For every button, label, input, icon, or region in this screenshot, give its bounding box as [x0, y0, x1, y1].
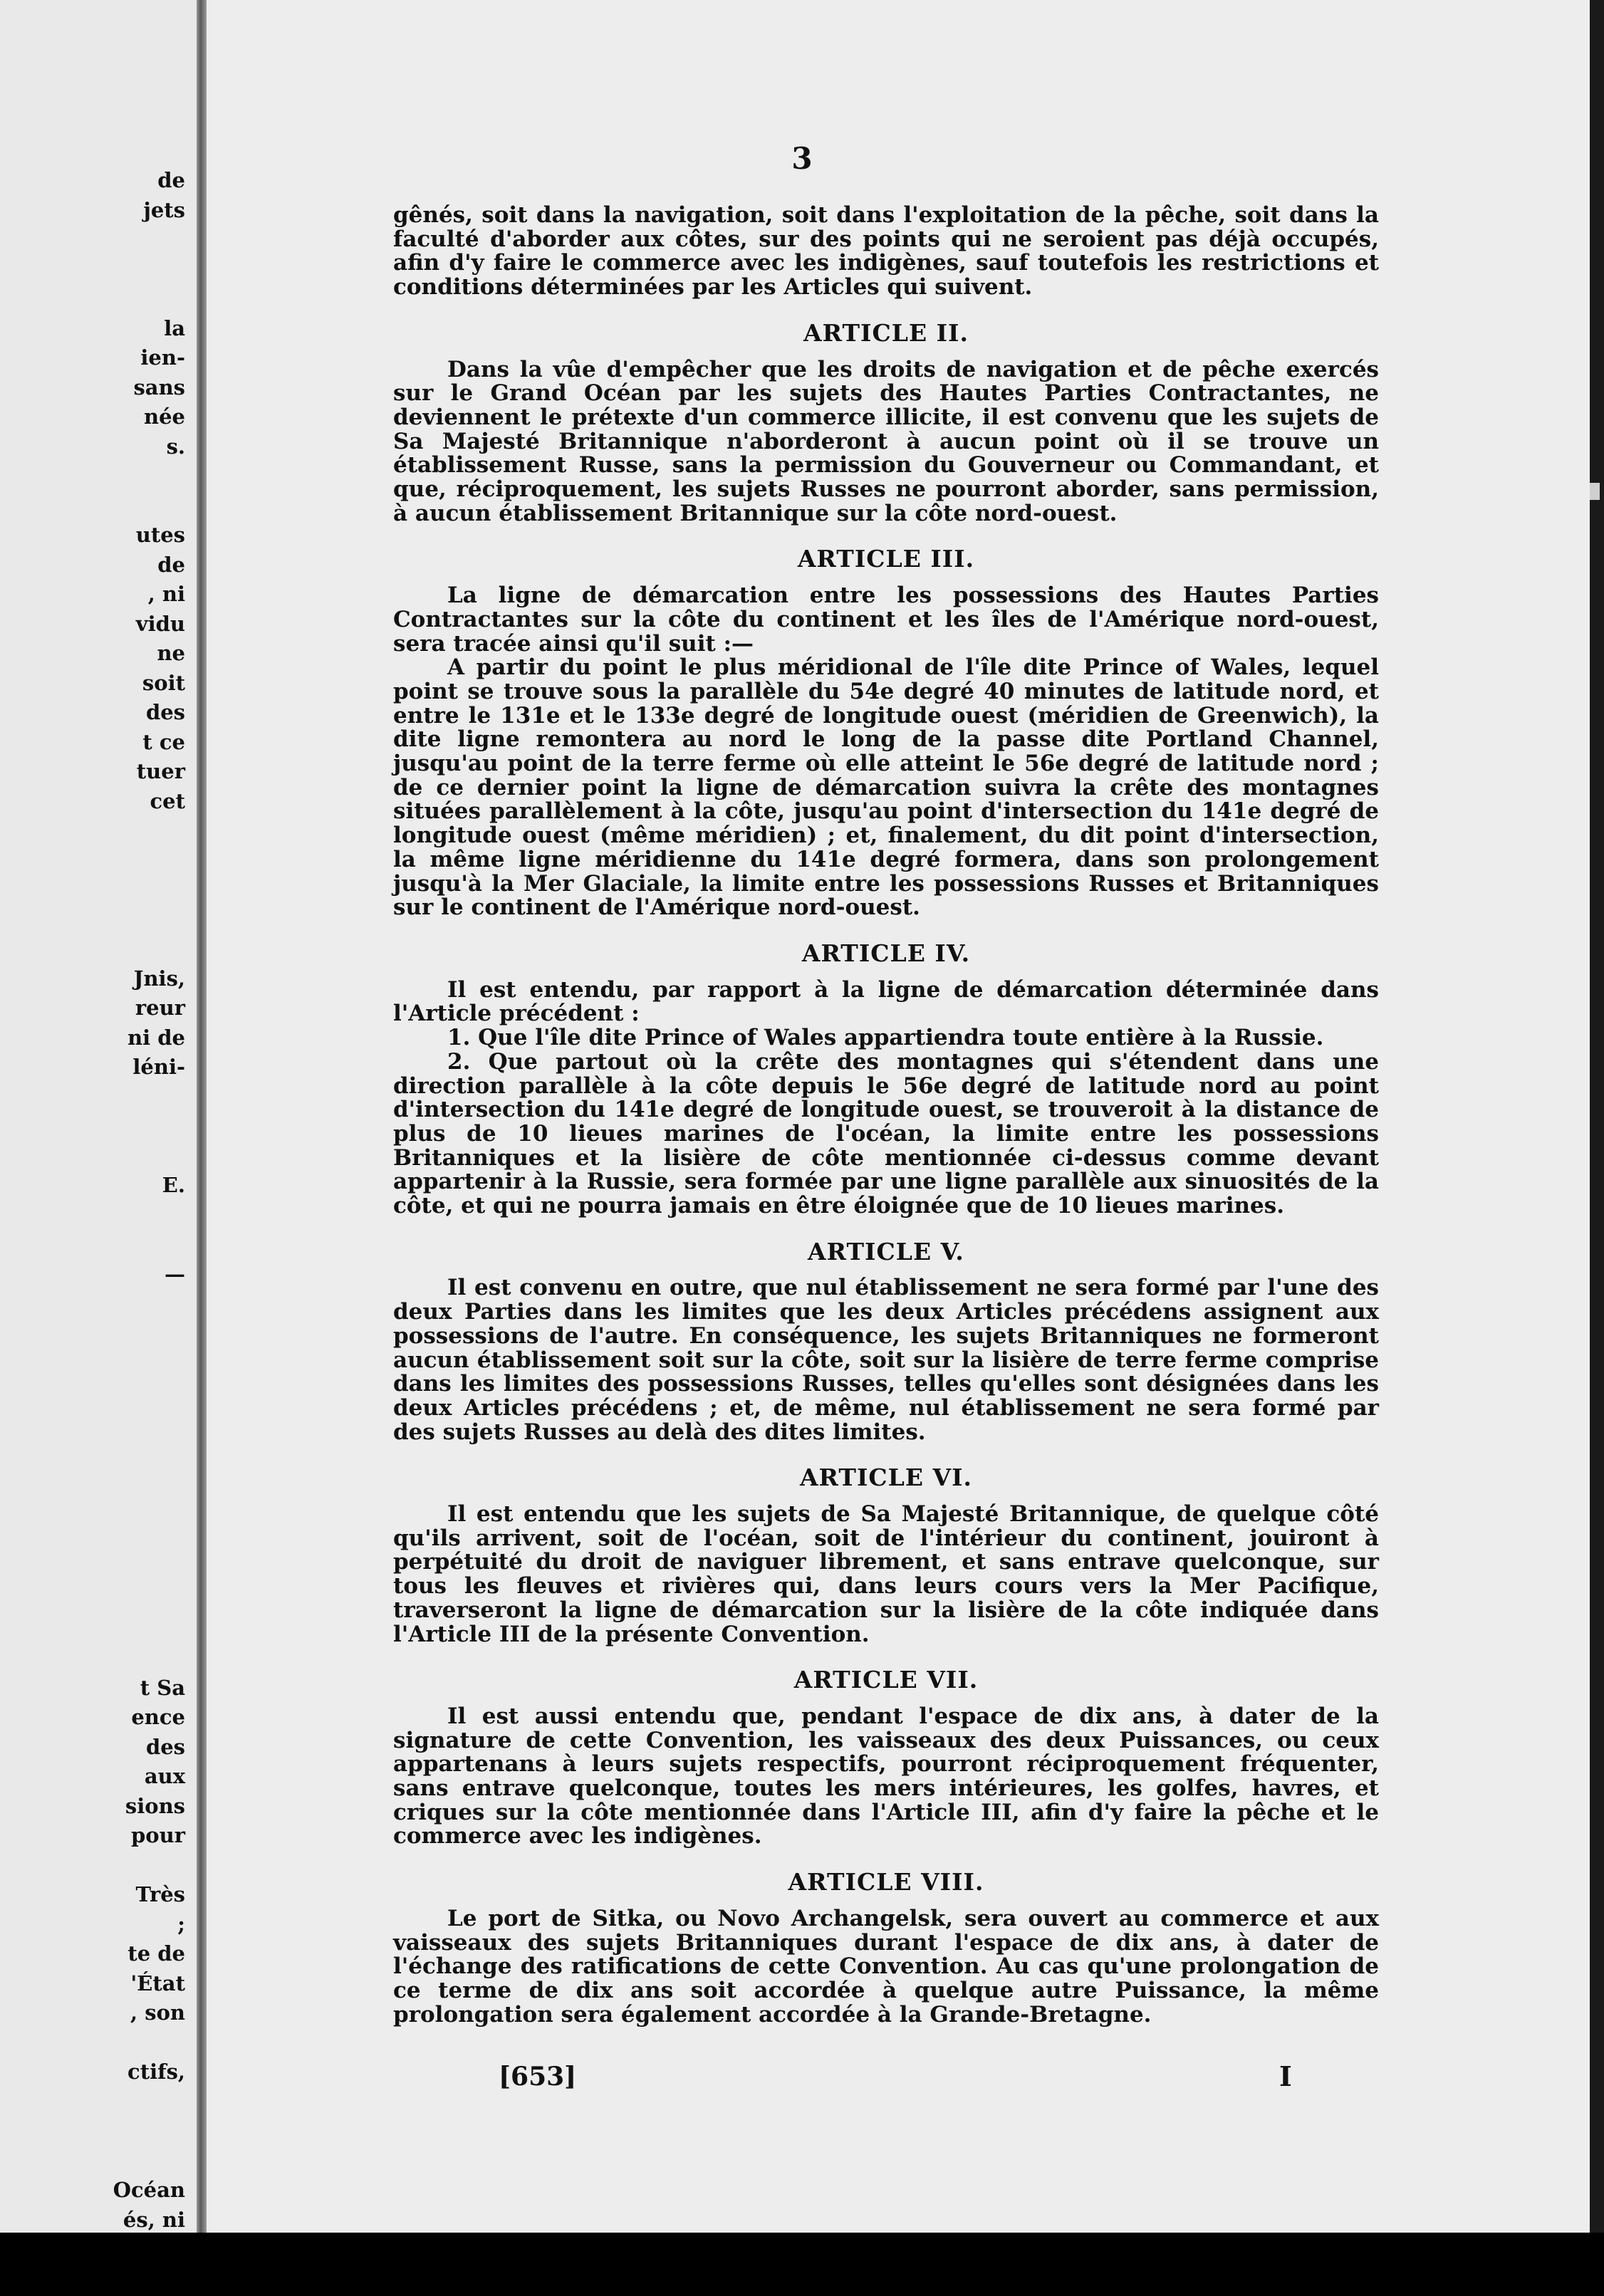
footer-letter: I: [1279, 2060, 1292, 2092]
left-page-fragment: sions: [125, 1793, 185, 1818]
left-page-fragment: aux: [144, 1764, 185, 1788]
left-page-fragment: ien-: [140, 345, 185, 370]
left-page-fragment: —: [165, 1261, 185, 1286]
article-heading: ARTICLE VII.: [793, 1666, 979, 1694]
paragraph: Il est entendu que les sujets de Sa Majesté Britannique, de quelque côté qu'ils arrivent, soit de l'océan, soit de l'intérieur du continent, jouiront à perpétuité du droit de naviguer librement, et sans entrave quelconque, sur tous les fleuves et rivières qui, dans leurs cours vers la Mer Pacifique, traverseront la ligne de démarcation sur la lisière de la côte indiquée dans l'Article III de la présente Convention.: [393, 1501, 1379, 1647]
left-page-fragment: ctifs,: [127, 2060, 185, 2084]
scan-mark: [1590, 483, 1600, 500]
left-page-fragment: 'État: [130, 1971, 185, 1995]
left-page-fragment: née: [144, 405, 185, 429]
left-page-fragment: soit: [142, 670, 185, 695]
paragraph: A partir du point le plus méridional de l'île dite Prince of Wales, lequel point se trouve sous la parallèle du 54e degré 40 minutes de latitude nord, et entre le 131e et le 133e degré de longitude ouest (méridien de Greenwich), la dite ligne remontera au nord le long de la passe dite Portland Channel, jusqu'au point de la terre ferme où elle atteint le 56e degré de latitude nord ; de ce dernier point la ligne de démarcation suivra la crête des montagnes situées parallèlement à la côte, jusqu'au point d'intersection du 141e degré de longitude ouest (même méridien) ; et, finalement, du dit point d'intersection, la même ligne méridienne du 141e degré formera, dans son prolongement jusqu'à la Mer Glaciale, la limite entre les possessions Russes et Britanniques sur le continent de l'Amérique nord-ouest.: [393, 654, 1379, 921]
book-gutter: [197, 0, 207, 2296]
left-page-edge: [0, 0, 197, 2296]
left-page-fragment: és, ni: [123, 2207, 185, 2232]
left-page-fragment: E.: [162, 1173, 185, 1197]
left-page-fragment: te de: [127, 1941, 185, 1966]
document-body: [393, 204, 1379, 2027]
left-page-fragment: Très: [135, 1882, 185, 1906]
scan-bottom-border: [0, 2233, 1604, 2296]
paragraph: Il est entendu, par rapport à la ligne de démarcation déterminée dans l'Article précédent :: [393, 976, 1379, 1027]
page-number: 3: [791, 141, 813, 176]
paragraph: Le port de Sitka, ou Novo Archangelsk, sera ouvert au commerce et aux vaisseaux des sujets Britanniques durant l'espace de dix ans, à dater de l'échange des ratifications de cette Convention. Au cas qu'une prolongation de ce terme de dix ans soit accordée à quelque autre Puissance, la même prolongation sera également accordée à la Grande-Bretagne.: [393, 1905, 1379, 2028]
article-heading: ARTICLE V.: [808, 1237, 964, 1266]
left-page-fragment: ;: [177, 1911, 185, 1936]
left-page-fragment: ence: [131, 1705, 185, 1729]
paragraph: 2. Que partout où la crête des montagnes qui s'étendent dans une direction parallèle à la côte depuis le 56e degré de latitude nord au point d'intersection du 141e degré de longitude ouest, se trouveroit à la distance de plus de 10 lieues marines de l'océan, la limite entre les possessions Britanniques et la lisière de côte mentionnée ci-dessus comme devant appartenir à la Russie, sera formée par une ligne parallèle aux sinuosités de la côte, et qui ne pourra jamais en être éloignée que de 10 lieues marines.: [393, 1048, 1379, 1219]
paragraph: gênés, soit dans la navigation, soit dans l'exploitation de la pêche, soit dans la faculté d'aborder aux côtes, sur des points qui ne seroient pas déjà occupés, afin d'y faire le commerce avec les indigènes, sauf toutefois les restrictions et conditions déterminées par les Articles qui suivent.: [393, 202, 1379, 301]
left-page-fragment: , ni: [147, 582, 185, 606]
left-page-fragment: cet: [150, 788, 185, 813]
left-page-fragment: t Sa: [140, 1675, 185, 1700]
left-page-fragment: ne: [157, 641, 185, 665]
right-scan-edge: [1590, 0, 1604, 2296]
article-heading: ARTICLE II.: [803, 318, 969, 347]
left-page-fragment: des: [145, 700, 185, 724]
article-heading: ARTICLE VIII.: [788, 1868, 984, 1896]
left-page-fragment: pour: [131, 1823, 185, 1847]
left-page-fragment: , son: [130, 2000, 185, 2025]
paragraph: Il est convenu en outre, que nul établissement ne sera formé par l'une des deux Parties dans les limites que les deux Articles précédens assignent aux possessions de l'autre. En conséquence, les sujets Britanniques ne formeront aucun établissement soit sur la côte, soit sur la lisière de terre ferme comprise dans les limites des possessions Russes, telles qu'elles sont désignées dans les deux Articles précédens ; et, de même, nul établissement ne sera formé par des sujets Russes au delà des dites limites.: [393, 1275, 1379, 1445]
left-page-fragment: ni de: [127, 1025, 185, 1050]
left-page-fragment: Océan: [113, 2178, 185, 2202]
left-page-fragment: léni-: [132, 1055, 185, 1079]
article-heading: ARTICLE VI.: [799, 1463, 973, 1492]
left-page-fragment: sans: [133, 375, 185, 400]
left-page-fragment: la: [164, 315, 185, 340]
left-page-fragment: de: [157, 168, 185, 192]
left-page-fragment: s.: [166, 434, 185, 459]
left-page-fragment: jets: [143, 197, 185, 222]
paragraph: La ligne de démarcation entre les possessions des Hautes Parties Contractantes sur la côte du continent et les îles de l'Amérique nord-ouest, sera tracée ainsi qu'il suit :—: [393, 583, 1379, 657]
paragraph: 1. Que l'île dite Prince of Wales appartiendra toute entière à la Russie.: [447, 1025, 1324, 1051]
left-page-fragment: utes: [135, 523, 185, 547]
left-page-fragment: de: [157, 552, 185, 577]
left-page-fragment: t ce: [142, 729, 185, 754]
signature-mark: [653]: [499, 2062, 577, 2092]
article-heading: ARTICLE III.: [797, 545, 975, 573]
article-heading: ARTICLE IV.: [801, 939, 971, 967]
left-page-fragment: reur: [135, 996, 185, 1020]
left-page-fragment: vidu: [135, 611, 185, 636]
left-page-fragment: des: [145, 1734, 185, 1759]
paragraph: Il est aussi entendu que, pendant l'espace de dix ans, à dater de la signature de cette Convention, les vaisseaux des deux Puissances, ou ceux appartenans à leurs sujets respectifs, pourront réciproquement fréquenter, sans entrave quelconque, toutes les mers intérieures, les golfes, havres, et criques sur la côte mentionnée dans l'Article III, afin d'y faire la pêche et le commerce avec les indigènes.: [393, 1703, 1379, 1849]
paragraph: Dans la vûe d'empêcher que les droits de navigation et de pêche exercés sur le Grand Océan par les sujets des Hautes Parties Contractantes, ne deviennent le prétexte d'un commerce illicite, il est convenu que les sujets de Sa Majesté Britannique n'aborderont à aucun point où il se trouve un établissement Russe, sans la permission du Gouverneur ou Commandant, et que, réciproquement, les sujets Russes ne pourront aborder, sans permission, à aucun établissement Britannique sur la côte nord-ouest.: [393, 356, 1379, 526]
left-page-fragment: tuer: [136, 759, 185, 783]
left-page-fragment: Jnis,: [133, 966, 185, 991]
